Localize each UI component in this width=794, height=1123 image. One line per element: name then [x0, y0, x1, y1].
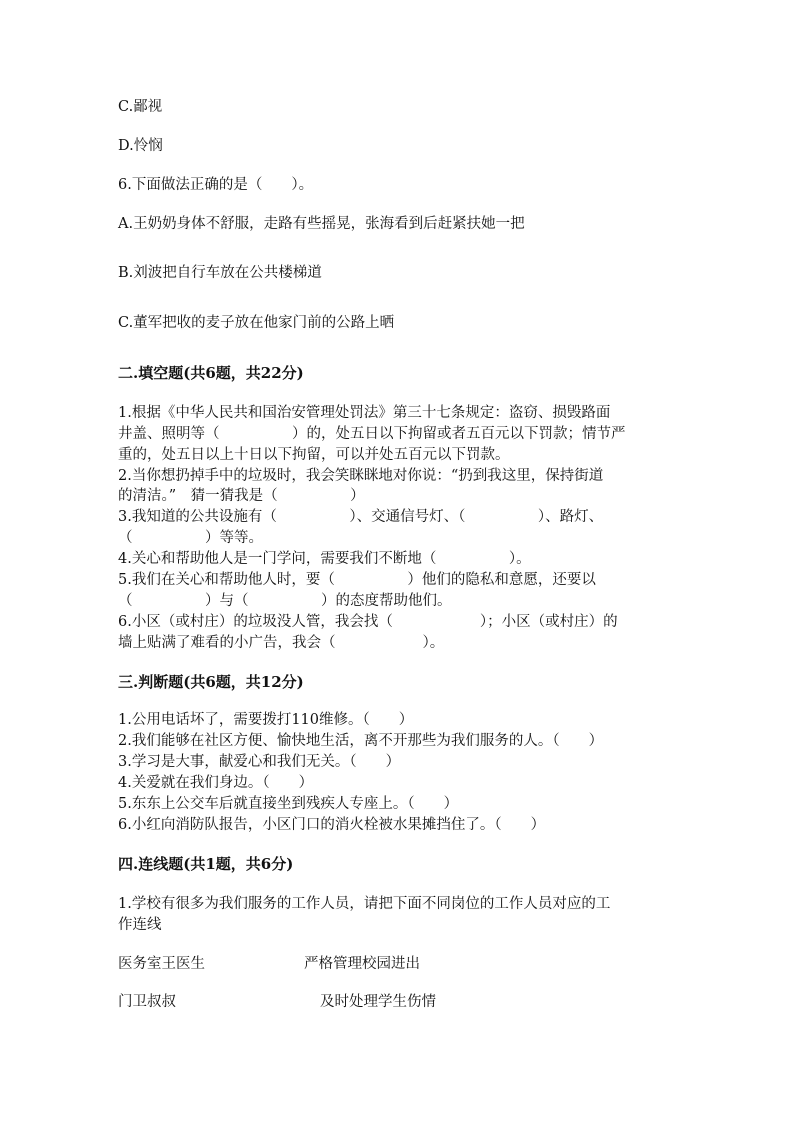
judge-item-5: 5.东东上公交车后就直接坐到残疾人专座上。（ ）	[118, 796, 459, 812]
q6-option-b: B.刘波把自行车放在公共楼梯道	[118, 265, 322, 281]
q6-stem: 6.下面做法正确的是（ ）。	[118, 177, 314, 193]
fill-q1-line2: 井盖、照明等（ ）的，处五日以下拘留或者五百元以下罚款；情节严	[118, 426, 626, 442]
judge-item-2: 2.我们能够在社区方便、愉快地生活，离不开那些为我们服务的人。（ ）	[118, 733, 604, 749]
fill-q2-line1: 2.当你想扔掉手中的垃圾时，我会笑眯眯地对你说：“扔到我这里，保持街道	[118, 468, 604, 484]
match-right-item[interactable]: 严格管理校园进出	[304, 956, 420, 972]
fill-q2-line2: 的清洁。” 猜一猜我是（ ）	[118, 488, 365, 504]
q5-option-d: D.怜悯	[118, 138, 163, 154]
q5-option-c: C.鄙视	[118, 99, 163, 115]
match-row	[118, 953, 678, 975]
judge-item-4: 4.关爱就在我们身边。（ ）	[118, 775, 314, 791]
fill-q5-line2: （ ）与（ ）的态度帮助他们。	[118, 593, 452, 609]
judge-item-3: 3.学习是大事，献爱心和我们无关。（ ）	[118, 754, 401, 770]
fill-q1-line1: 1.根据《中华人民共和国治安管理处罚法》第三十七条规定：盗窃、损毁路面	[118, 405, 611, 421]
match-left-item[interactable]: 医务室王医生	[118, 956, 205, 972]
fill-q5-line1: 5.我们在关心和帮助他人时，要（ ）他们的隐私和意愿，还要以	[118, 572, 596, 588]
match-right-item[interactable]: 及时处理学生伤情	[320, 994, 436, 1010]
section3-heading: 三.判断题(共6题，共12分)	[118, 673, 304, 691]
q6-option-c: C.董军把收的麦子放在他家门前的公路上晒	[118, 315, 395, 331]
match-q1-line1: 1.学校有很多为我们服务的工作人员，请把下面不同岗位的工作人员对应的工	[118, 896, 611, 912]
section4-heading: 四.连线题(共1题，共6分)	[118, 855, 294, 873]
section2-heading: 二.填空题(共6题，共22分)	[118, 364, 304, 382]
fill-q1-line3: 重的，处五日以上十日以下拘留，可以并处五百元以下罚款。	[118, 447, 510, 463]
judge-item-1: 1.公用电话坏了，需要拨打110维修。（ ）	[118, 712, 414, 728]
fill-q3-line2: （ ）等等。	[118, 530, 263, 546]
fill-q6-line1: 6.小区（或村庄）的垃圾没人管，我会找（ ）；小区（或村庄）的	[118, 614, 618, 630]
fill-q4-line1: 4.关心和帮助他人是一门学问，需要我们不断地（ ）。	[118, 551, 531, 567]
match-row	[118, 991, 678, 1013]
judge-item-6: 6.小红向消防队报告，小区门口的消火栓被水果摊挡住了。（ ）	[118, 817, 546, 833]
match-q1-line2: 作连线	[118, 917, 162, 933]
fill-q6-line2: 墙上贴满了难看的小广告，我会（ ）。	[118, 635, 445, 651]
match-left-item[interactable]: 门卫叔叔	[118, 994, 176, 1010]
q6-option-a: A.王奶奶身体不舒服，走路有些摇晃，张海看到后赶紧扶她一把	[118, 216, 525, 232]
fill-q3-line1: 3.我知道的公共设施有（ ）、交通信号灯、（ ）、路灯、	[118, 509, 604, 525]
